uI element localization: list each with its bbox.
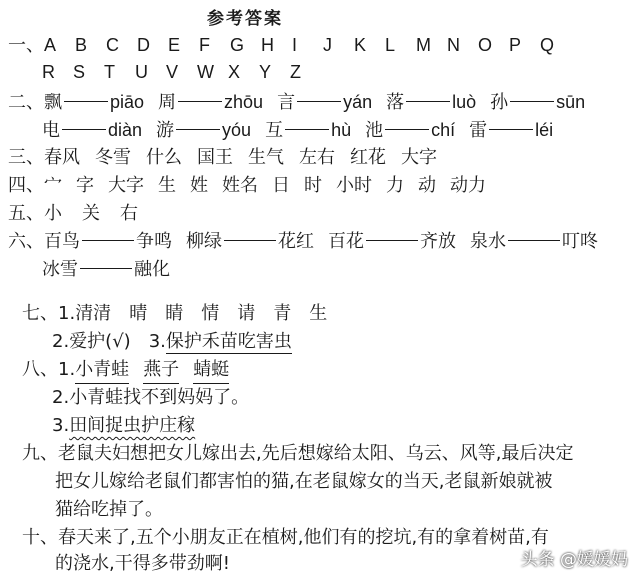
hanzi: 飘 bbox=[44, 92, 62, 113]
pinyin: luò bbox=[452, 92, 477, 112]
q7-number: 七、 bbox=[22, 303, 58, 324]
word: 生 bbox=[158, 175, 176, 196]
letter: S bbox=[73, 62, 86, 82]
q8-l3-num: 3. bbox=[52, 415, 70, 436]
idiom-b: 齐放 bbox=[420, 231, 456, 252]
letter: K bbox=[354, 35, 367, 55]
pinyin: zhōu bbox=[224, 92, 264, 112]
word: 燕子 bbox=[143, 358, 179, 384]
word: 清清 bbox=[75, 303, 112, 324]
q4-words bbox=[44, 175, 500, 196]
q5-words bbox=[44, 203, 158, 224]
q2-pairs-row1 bbox=[44, 92, 599, 113]
letter: R bbox=[42, 62, 55, 82]
q3-row bbox=[8, 146, 452, 170]
word: 动力 bbox=[450, 175, 486, 196]
char-pinyin-pair bbox=[42, 118, 142, 143]
q8-l1-num: 1. bbox=[58, 359, 76, 380]
word: 冬雪 bbox=[95, 147, 131, 168]
q7-l2-num: 2. bbox=[52, 331, 70, 352]
char-pinyin-pair bbox=[277, 90, 372, 115]
letter: T bbox=[104, 62, 115, 82]
q10-text-1: 春天来了,五个小朋友正在植树,他们有的挖坑,有的拿着树苗,有 bbox=[58, 527, 549, 548]
letter: L bbox=[385, 35, 396, 55]
letter: V bbox=[166, 62, 179, 82]
dash-line bbox=[82, 240, 134, 241]
q6-pairs bbox=[44, 231, 612, 252]
hanzi: 落 bbox=[386, 92, 405, 113]
q9-number: 九、 bbox=[22, 443, 58, 464]
word: 国王 bbox=[197, 147, 233, 168]
idiom-a: 柳绿 bbox=[186, 231, 222, 252]
q4-row bbox=[8, 174, 500, 198]
idiom-pair bbox=[328, 230, 456, 254]
word: 青 bbox=[273, 303, 292, 324]
q8-line3 bbox=[52, 414, 195, 438]
q7-line1 bbox=[22, 302, 345, 326]
q1-number: 一、 bbox=[8, 35, 44, 56]
dash-line bbox=[297, 101, 341, 102]
hanzi: 电 bbox=[42, 120, 60, 141]
char-pinyin-pair bbox=[265, 118, 351, 143]
pinyin: léi bbox=[535, 120, 554, 140]
q8-number: 八、 bbox=[22, 359, 58, 380]
letter: E bbox=[168, 35, 181, 55]
q10-line2: 的浇水,干得多带劲啊! bbox=[55, 553, 230, 574]
word: 生 bbox=[309, 303, 328, 324]
letter: U bbox=[135, 62, 148, 82]
pinyin: piāo bbox=[110, 92, 145, 112]
word: 什么 bbox=[146, 147, 182, 168]
q5-row bbox=[8, 202, 158, 226]
q8-l3-text: 田间捉虫护庄稼 bbox=[69, 415, 196, 436]
q10-line1 bbox=[22, 526, 549, 550]
q9-text-1: 老鼠夫妇想把女儿嫁出去,先后想嫁给太阳、乌云、风等,最后决定 bbox=[58, 443, 574, 464]
idiom-pair bbox=[186, 230, 314, 254]
idiom-a: 百鸟 bbox=[44, 231, 80, 252]
dash-line bbox=[510, 101, 554, 102]
dash-line bbox=[178, 101, 222, 102]
pinyin: yán bbox=[343, 92, 373, 112]
dash-line bbox=[385, 129, 429, 130]
word: 大字 bbox=[401, 147, 437, 168]
q6-row1 bbox=[8, 230, 612, 254]
letter: B bbox=[75, 35, 88, 55]
q9-line1 bbox=[22, 442, 573, 466]
char-pinyin-pair bbox=[490, 90, 585, 115]
letter: C bbox=[106, 35, 119, 55]
dash-line bbox=[224, 240, 276, 241]
q7-l1-words bbox=[75, 303, 345, 324]
word: 晴 bbox=[129, 303, 148, 324]
word: 生气 bbox=[248, 147, 284, 168]
hanzi: 池 bbox=[365, 120, 384, 141]
word: 请 bbox=[237, 303, 256, 324]
q1-letters-row1 bbox=[44, 35, 571, 55]
q5-number: 五、 bbox=[8, 203, 44, 224]
pinyin: hù bbox=[331, 120, 352, 140]
idiom-a: 百花 bbox=[328, 231, 364, 252]
watermark: 头条 @媛媛妈 bbox=[520, 550, 628, 570]
letter: X bbox=[228, 62, 241, 82]
q2-pairs-row2 bbox=[42, 118, 567, 143]
hanzi: 游 bbox=[156, 120, 175, 141]
word: 春风 bbox=[44, 147, 80, 168]
hanzi: 互 bbox=[265, 120, 284, 141]
letter: O bbox=[478, 35, 493, 55]
word: 姓 bbox=[190, 175, 208, 196]
q8-line2 bbox=[52, 386, 249, 410]
word: 宀 bbox=[44, 175, 62, 196]
q9-line3: 猫给吃掉了。 bbox=[55, 499, 163, 520]
dash-line bbox=[406, 101, 450, 102]
q6-line2-a: 冰雪 bbox=[42, 259, 78, 280]
idiom-pair bbox=[44, 230, 172, 254]
idiom-pair bbox=[470, 230, 598, 254]
idiom-a: 泉水 bbox=[470, 231, 506, 252]
letter: Y bbox=[259, 62, 272, 82]
pinyin: sūn bbox=[556, 92, 586, 112]
dash-line bbox=[176, 129, 220, 130]
q9-line2: 把女儿嫁给老鼠们都害怕的猫,在老鼠嫁女的当天,老鼠新娘就被 bbox=[55, 471, 553, 492]
word: 字 bbox=[76, 175, 94, 196]
dash-line bbox=[366, 240, 418, 241]
letter: A bbox=[44, 35, 57, 55]
word: 情 bbox=[201, 303, 220, 324]
word: 小时 bbox=[336, 175, 372, 196]
char-pinyin-pair bbox=[44, 90, 144, 115]
word: 力 bbox=[386, 175, 404, 196]
q6-line2-b: 融化 bbox=[134, 259, 170, 280]
letter: N bbox=[447, 35, 460, 55]
word: 小 bbox=[44, 203, 62, 224]
word: 红花 bbox=[350, 147, 386, 168]
letter: D bbox=[137, 35, 150, 55]
word: 小青蛙 bbox=[75, 358, 129, 384]
pinyin: yóu bbox=[222, 120, 252, 140]
q7-l3-text: 保护禾苗吃害虫 bbox=[165, 331, 292, 352]
word: 姓名 bbox=[222, 175, 258, 196]
q8-l2-num: 2. bbox=[52, 387, 70, 408]
idiom-b: 争鸣 bbox=[136, 231, 172, 252]
q2-number: 二、 bbox=[8, 92, 44, 113]
letter: W bbox=[197, 62, 214, 82]
letter: G bbox=[230, 35, 245, 55]
q8-l1-words bbox=[75, 359, 243, 380]
word: 右 bbox=[120, 203, 138, 224]
q6-line2-dash bbox=[80, 268, 132, 269]
q2-row1 bbox=[8, 90, 599, 115]
dash-line bbox=[62, 129, 106, 130]
q8-line1 bbox=[22, 358, 243, 384]
idiom-b: 花红 bbox=[278, 231, 314, 252]
hanzi: 雷 bbox=[469, 120, 488, 141]
q1-letters-row2 bbox=[42, 60, 321, 84]
word: 大字 bbox=[108, 175, 144, 196]
q6-row2 bbox=[42, 258, 170, 282]
word: 关 bbox=[82, 203, 100, 224]
letter: Q bbox=[540, 35, 555, 55]
q3-words bbox=[44, 147, 452, 168]
q7-l1-num: 1. bbox=[58, 303, 76, 324]
word: 睛 bbox=[165, 303, 184, 324]
char-pinyin-pair bbox=[158, 90, 263, 115]
dash-line bbox=[285, 129, 329, 130]
hanzi: 言 bbox=[277, 92, 296, 113]
char-pinyin-pair bbox=[365, 118, 455, 143]
q3-number: 三、 bbox=[8, 147, 44, 168]
word: 左右 bbox=[299, 147, 335, 168]
word: 蜻蜓 bbox=[193, 358, 229, 384]
letter: H bbox=[261, 35, 274, 55]
page-title: 参考答案 bbox=[207, 9, 283, 29]
q4-number: 四、 bbox=[8, 175, 44, 196]
letter: J bbox=[323, 35, 332, 55]
dash-line bbox=[64, 101, 108, 102]
pinyin: chí bbox=[431, 120, 456, 140]
q7-l3-num: 3. bbox=[148, 331, 166, 352]
letter: P bbox=[509, 35, 522, 55]
letter: I bbox=[292, 35, 298, 55]
pinyin: diàn bbox=[108, 120, 143, 140]
word: 动 bbox=[418, 175, 436, 196]
letter: M bbox=[416, 35, 431, 55]
q7-line2 bbox=[52, 330, 292, 354]
char-pinyin-pair bbox=[469, 118, 553, 143]
q10-number: 十、 bbox=[22, 527, 58, 548]
q6-number: 六、 bbox=[8, 231, 44, 252]
hanzi: 周 bbox=[158, 92, 177, 113]
q8-l2-text: 小青蛙找不到妈妈了。 bbox=[69, 387, 250, 408]
q1-row1 bbox=[8, 33, 571, 58]
letter: F bbox=[199, 35, 210, 55]
dash-line bbox=[508, 240, 560, 241]
letter: Z bbox=[290, 62, 301, 82]
q7-l2-text: 爱护(√) bbox=[69, 331, 131, 352]
hanzi: 孙 bbox=[490, 92, 509, 113]
char-pinyin-pair bbox=[386, 90, 476, 115]
word: 时 bbox=[304, 175, 322, 196]
word: 日 bbox=[272, 175, 290, 196]
idiom-b: 叮咚 bbox=[562, 231, 598, 252]
char-pinyin-pair bbox=[156, 118, 251, 143]
dash-line bbox=[489, 129, 533, 130]
